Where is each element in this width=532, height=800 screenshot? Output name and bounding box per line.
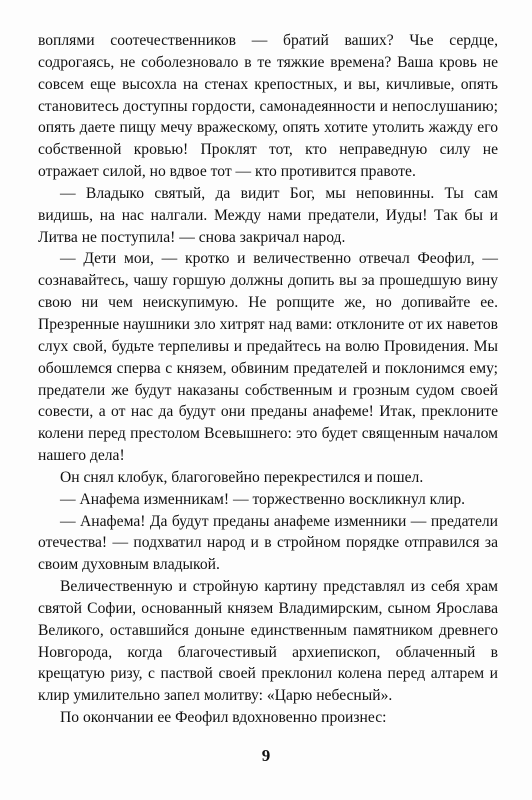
body-text: [38, 30, 498, 729]
paragraph-klir-anathema: — Анафема изменникам! — торжественно воскликнул клир.: [60, 490, 466, 508]
paragraph-people-reply: — Владыко святый, да видит Бог, мы неповинны. Ты сам видишь, на нас налгали. Между нами предатели, Иуды! Так бы и Литва не поступила! — снова закричал народ.: [38, 184, 498, 246]
paragraph-people-anathema: — Анафема! Да будут преданы анафеме изменники — предатели отечества! — подхватил народ и в стройном порядке отправился за своим духовным владыкой.: [38, 512, 498, 574]
paragraph-sofia-temple: Величественную и стройную картину представлял из себя храм святой Софии, основанный князем Владимирским, сыном Ярослава Великого, оставшийся доныне единственным памятником древнего Новгорода, когда благочестивый архиепископ, облаченный в крещатую ризу, с паствой своей преклонил колена перед алтарем и клир умилительно запел молитву: «Царю небесный».: [38, 578, 498, 705]
paragraph-conclusion: По окончании ее Феофил вдохновенно произнес:: [60, 709, 387, 727]
paragraph-klobuk: Он снял клобук, благоговейно перекрестился и пошел.: [60, 468, 424, 486]
page-number: 9: [261, 746, 271, 765]
paragraph-continuation: воплями соотечественников — братий ваших? Чье сердце, содрогаясь, не соболезновало в те тяжкие времена? Ваша кровь не совсем еще высохла на стенах крепостных, и вы, кичливые, опять становитесь доступны гордости, самонадеянности и непослушанию; опять даете пищу мечу вражескому, опять хотите утолить жажду его собственной кровью! Проклят тот, кто неправедную силу не отражает силой, но вдвое тот — кто противится правоте.: [38, 32, 498, 181]
paragraph-feofil-speech: — Дети мои, — кротко и величественно отвечал Феофил, — сознавайтесь, чашу горшую должны допить вы за прошедшую вину свою ни чем неискупимую. Не ропщите же, но допивайте ее. Презренные наушники зло хитрят над вами: отклоните от их наветов слух свой, будьте терпеливы и предайтесь на волю Провидения. Мы обошлемся сперва с князем, обвиним предателей и поклонимся ему; предатели же будут наказаны собственным и грозным судом своей совести, а от нас да будут они преданы анафеме! Итак, преклоните колени перед престолом Всевышнего: это будет священным началом нашего дела!: [38, 250, 498, 465]
